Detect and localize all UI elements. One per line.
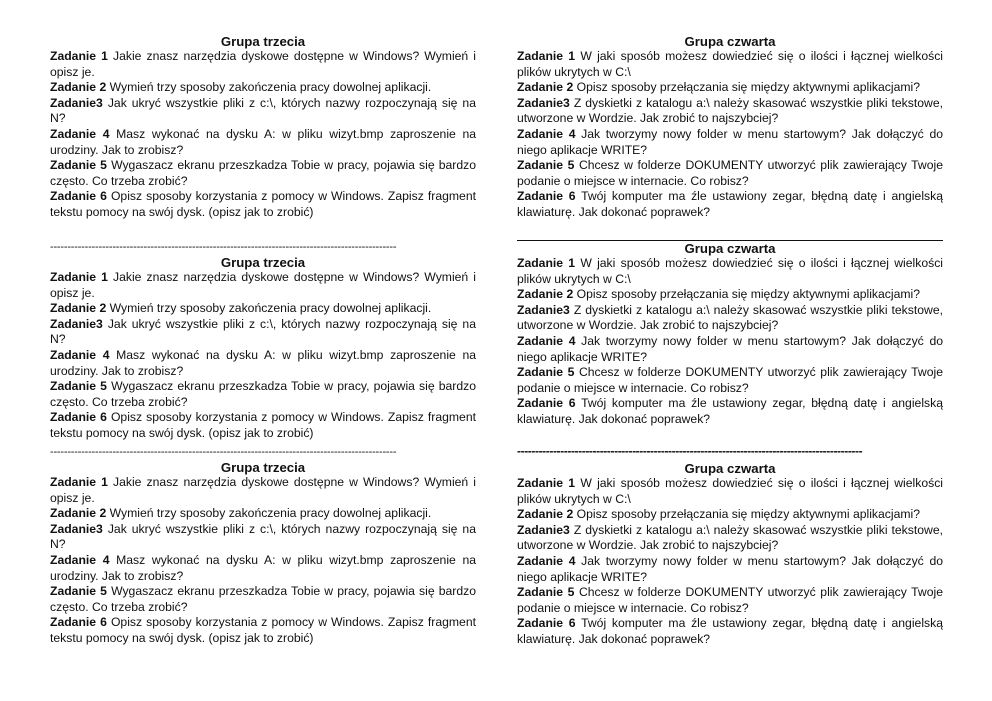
task-label: Zadanie 1 xyxy=(50,49,108,63)
task-label: Zadanie 2 xyxy=(50,301,107,316)
task-text: Wygaszacz ekranu przeszkadza Tobie w pracy, pojawia się bardzo często. Co trzeba zrobić? xyxy=(50,379,477,409)
task-label: Zadanie 4 xyxy=(517,553,576,568)
task-text: Opisz sposoby przełączania się między aktywnymi aplikacjami? xyxy=(573,287,921,302)
dashed-separator: ------------------------------------------------------------------------------------------------ xyxy=(517,445,863,458)
task-label: Zadanie 6 xyxy=(50,189,107,204)
task-item xyxy=(50,158,476,189)
group-block xyxy=(50,34,476,221)
group-block xyxy=(517,34,943,221)
task-text: Jak tworzymy nowy folder w menu startowym? Jak dołączyć do niego aplikacje WRITE? xyxy=(517,553,943,584)
task-text: Chcesz w folderze DOKUMENTY utworzyć plik zawierający Twoje podanie o miejsce w internacie. Co robisz? xyxy=(517,585,943,615)
task-text: W jaki sposób możesz dowiedzieć się o ilości i łącznej wielkości plików ukrytych w C:\ xyxy=(517,476,943,506)
task-label: Zadanie3 xyxy=(50,316,103,331)
task-item xyxy=(50,615,476,646)
task-item xyxy=(50,96,476,127)
task-item xyxy=(50,506,476,522)
task-label: Zadanie3 xyxy=(517,302,570,317)
task-label: Zadanie 5 xyxy=(50,379,107,394)
task-text: Jakie znasz narzędzia dyskowe dostępne w Windows? Wymień i opisz je. xyxy=(50,475,477,505)
task-text: Wymień trzy sposoby zakończenia pracy dowolnej aplikacji. xyxy=(106,80,432,95)
task-item xyxy=(517,303,943,334)
task-label: Zadanie 6 xyxy=(517,396,576,411)
task-item xyxy=(50,189,476,220)
task-item xyxy=(50,301,476,317)
task-item xyxy=(50,475,476,506)
group-block xyxy=(50,255,476,442)
task-label: Zadanie 1 xyxy=(517,256,576,270)
task-text: Z dyskietki z katalogu a:\ należy skasować wszystkie pliki tekstowe, utworzone w Wordzie. Jak zrobić to najszybciej? xyxy=(517,95,943,126)
task-item xyxy=(50,80,476,96)
task-item xyxy=(517,334,943,365)
task-label: Zadanie 6 xyxy=(517,616,576,631)
task-item xyxy=(517,189,943,220)
task-label: Zadanie 2 xyxy=(50,506,107,521)
task-item xyxy=(50,379,476,410)
task-item xyxy=(50,522,476,553)
task-label: Zadanie 2 xyxy=(517,287,574,302)
dashed-separator: ---------------------------------------------------------------------------------------------------- xyxy=(50,446,397,458)
task-text: Opisz sposoby przełączania się między aktywnymi aplikacjami? xyxy=(573,507,921,522)
group-title: Grupa czwarta xyxy=(684,241,776,256)
group-block xyxy=(517,241,943,428)
group-block xyxy=(50,460,476,647)
task-text: Twój komputer ma źle ustawiony zegar, błędną datę i angielską klawiaturę. Jak dokonać poprawek? xyxy=(517,396,943,426)
task-label: Zadanie3 xyxy=(517,522,570,537)
task-text: Jak tworzymy nowy folder w menu startowym? Jak dołączyć do niego aplikacje WRITE? xyxy=(517,333,943,364)
task-label: Zadanie 1 xyxy=(517,476,576,490)
task-text: Opisz sposoby korzystania z pomocy w Windows. Zapisz fragment tekstu pomocy na swój dysk. (opisz jak to zrobić) xyxy=(50,615,476,645)
task-text: Opisz sposoby korzystania z pomocy w Windows. Zapisz fragment tekstu pomocy na swój dysk. (opisz jak to zrobić) xyxy=(50,410,476,440)
task-item xyxy=(517,523,943,554)
task-label: Zadanie 4 xyxy=(50,126,110,141)
task-label: Zadanie3 xyxy=(50,95,103,110)
group-title: Grupa trzecia xyxy=(220,34,306,49)
task-text: Opisz sposoby korzystania z pomocy w Windows. Zapisz fragment tekstu pomocy na swój dysk. (opisz jak to zrobić) xyxy=(50,189,476,219)
task-label: Zadanie 4 xyxy=(50,347,110,362)
task-item xyxy=(50,127,476,158)
task-label: Zadanie3 xyxy=(50,521,103,536)
task-text: Opisz sposoby przełączania się między aktywnymi aplikacjami? xyxy=(573,80,921,95)
task-text: Wygaszacz ekranu przeszkadza Tobie w pracy, pojawia się bardzo często. Co trzeba zrobić? xyxy=(50,158,477,188)
dashed-separator: ---------------------------------------------------------------------------------------------------- xyxy=(50,241,397,253)
task-item xyxy=(50,584,476,615)
task-item xyxy=(517,554,943,585)
task-label: Zadanie 2 xyxy=(517,507,574,522)
task-label: Zadanie 5 xyxy=(517,365,575,380)
task-item xyxy=(517,80,943,96)
task-item xyxy=(50,49,476,80)
task-label: Zadanie3 xyxy=(517,95,570,110)
task-label: Zadanie 4 xyxy=(50,552,110,567)
task-text: Z dyskietki z katalogu a:\ należy skasować wszystkie pliki tekstowe, utworzone w Wordzie. Jak zrobić to najszybciej? xyxy=(517,302,943,333)
task-label: Zadanie 1 xyxy=(517,49,576,63)
task-text: Twój komputer ma źle ustawiony zegar, błędną datę i angielską klawiaturę. Jak dokonać poprawek? xyxy=(517,189,943,219)
task-text: Masz wykonać na dysku A: w pliku wizyt.bmp zaproszenie na urodziny. Jak to zrobisz? xyxy=(50,126,477,157)
task-text: Masz wykonać na dysku A: w pliku wizyt.bmp zaproszenie na urodziny. Jak to zrobisz? xyxy=(50,347,477,378)
task-label: Zadanie 1 xyxy=(50,475,108,489)
task-label: Zadanie 2 xyxy=(50,80,107,95)
task-text: Jak ukryć wszystkie pliki z c:\, których nazwy rozpoczynają się na N? xyxy=(50,316,476,347)
task-text: Jakie znasz narzędzia dyskowe dostępne w Windows? Wymień i opisz je. xyxy=(50,270,477,300)
task-item xyxy=(517,365,943,396)
task-item xyxy=(517,585,943,616)
task-label: Zadanie 6 xyxy=(517,189,576,204)
task-label: Zadanie 5 xyxy=(517,585,575,600)
task-item xyxy=(517,476,943,507)
task-text: Jak ukryć wszystkie pliki z c:\, których nazwy rozpoczynają się na N? xyxy=(50,95,476,126)
task-text: Jakie znasz narzędzia dyskowe dostępne w Windows? Wymień i opisz je. xyxy=(50,49,477,79)
task-label: Zadanie 5 xyxy=(517,158,575,173)
task-text: Twój komputer ma źle ustawiony zegar, błędną datę i angielską klawiaturę. Jak dokonać poprawek? xyxy=(517,616,943,646)
task-label: Zadanie 4 xyxy=(517,126,576,141)
group-title: Grupa czwarta xyxy=(684,34,776,49)
task-text: Wymień trzy sposoby zakończenia pracy dowolnej aplikacji. xyxy=(106,506,432,521)
task-label: Zadanie 6 xyxy=(50,410,107,425)
group-title: Grupa trzecia xyxy=(220,255,306,270)
task-text: W jaki sposób możesz dowiedzieć się o ilości i łącznej wielkości plików ukrytych w C:\ xyxy=(517,49,943,79)
group-block xyxy=(517,461,943,648)
task-label: Zadanie 2 xyxy=(517,80,574,95)
task-item xyxy=(517,287,943,303)
task-item xyxy=(50,317,476,348)
task-label: Zadanie 4 xyxy=(517,333,576,348)
task-label: Zadanie 6 xyxy=(50,615,107,630)
task-text: Jak tworzymy nowy folder w menu startowym? Jak dołączyć do niego aplikacje WRITE? xyxy=(517,126,943,157)
task-text: Chcesz w folderze DOKUMENTY utworzyć plik zawierający Twoje podanie o miejsce w internacie. Co robisz? xyxy=(517,365,943,395)
task-text: Masz wykonać na dysku A: w pliku wizyt.bmp zaproszenie na urodziny. Jak to zrobisz? xyxy=(50,552,477,583)
task-item xyxy=(50,348,476,379)
task-item xyxy=(50,410,476,441)
task-item xyxy=(517,396,943,427)
task-item xyxy=(517,256,943,287)
task-item xyxy=(517,49,943,80)
task-item xyxy=(517,127,943,158)
task-item xyxy=(517,507,943,523)
task-label: Zadanie 5 xyxy=(50,584,107,599)
task-item xyxy=(517,616,943,647)
group-title: Grupa trzecia xyxy=(220,460,306,475)
group-title: Grupa czwarta xyxy=(684,461,776,476)
task-item xyxy=(50,270,476,301)
task-text: Jak ukryć wszystkie pliki z c:\, których nazwy rozpoczynają się na N? xyxy=(50,521,476,552)
task-text: Chcesz w folderze DOKUMENTY utworzyć plik zawierający Twoje podanie o miejsce w internacie. Co robisz? xyxy=(517,158,943,188)
task-label: Zadanie 1 xyxy=(50,270,108,284)
task-item xyxy=(517,158,943,189)
task-item xyxy=(517,96,943,127)
task-text: Z dyskietki z katalogu a:\ należy skasować wszystkie pliki tekstowe, utworzone w Wordzie. Jak zrobić to najszybciej? xyxy=(517,522,943,553)
task-label: Zadanie 5 xyxy=(50,158,107,173)
task-text: Wygaszacz ekranu przeszkadza Tobie w pracy, pojawia się bardzo często. Co trzeba zrobić? xyxy=(50,584,477,614)
task-text: W jaki sposób możesz dowiedzieć się o ilości i łącznej wielkości plików ukrytych w C:\ xyxy=(517,256,943,286)
task-item xyxy=(50,553,476,584)
task-text: Wymień trzy sposoby zakończenia pracy dowolnej aplikacji. xyxy=(106,301,432,316)
